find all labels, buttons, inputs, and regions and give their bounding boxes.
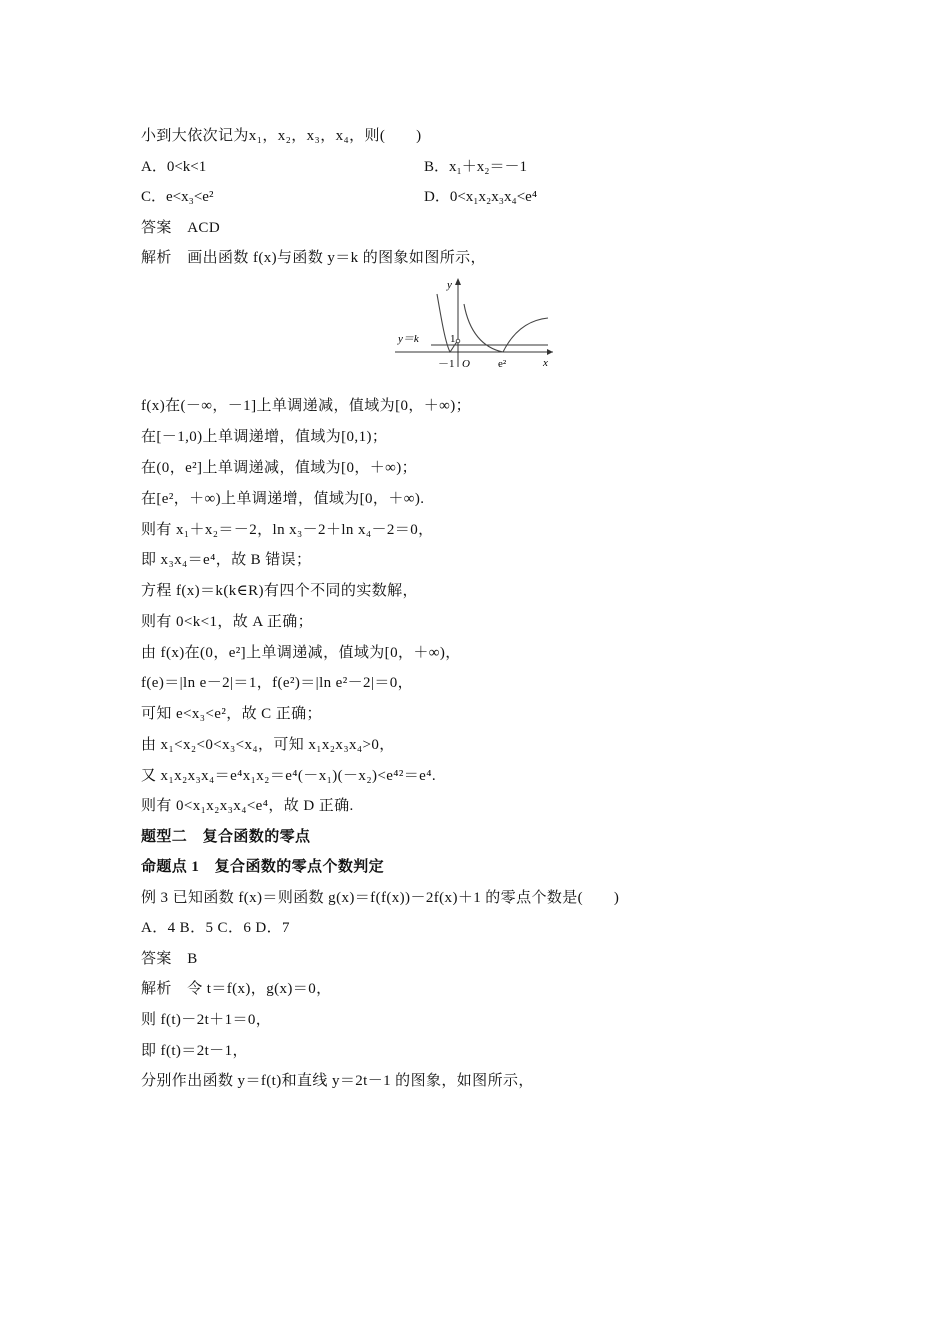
example-answer: 答案 B xyxy=(141,951,198,967)
analysis-line: 则有 0<x₁x₂x₃x₄<e⁴，故 D 正确. xyxy=(141,798,354,814)
analysis-line: 可知 e<x₃<e²，故 C 正确； xyxy=(141,706,322,722)
one-label: 1 xyxy=(450,333,456,345)
option-a: A．0<k<1 xyxy=(141,159,207,175)
open-point xyxy=(456,339,460,343)
curve-increasing xyxy=(503,318,548,352)
analysis-line: f(x)在(－∞，－1]上单调递减，值域为[0，＋∞)； xyxy=(141,398,472,414)
x-axis-label: x xyxy=(543,357,548,369)
example-question: 例 3 已知函数 f(x)＝则函数 g(x)＝f(f(x))－2f(x)＋1 的零点个数是( ) xyxy=(141,890,620,906)
e-squared-label: e² xyxy=(498,358,507,370)
example-analysis-line: 分别作出函数 y＝f(t)和直线 y＝2t－1 的图象，如图所示， xyxy=(141,1073,534,1089)
section-subtitle: 命题点 1 复合函数的零点个数判定 xyxy=(141,859,385,875)
example-options: A．4 B．5 C．6 D．7 xyxy=(141,920,290,936)
option-c: C．e<x₃<e² xyxy=(141,189,214,205)
section-title: 题型二 复合函数的零点 xyxy=(141,829,311,845)
x-axis-arrow-icon xyxy=(547,349,553,355)
origin-label: O xyxy=(462,358,470,370)
answer-line: 答案 ACD xyxy=(141,220,221,236)
analysis-line: 由 f(x)在(0，e²]上单调递减，值域为[0，＋∞)， xyxy=(141,645,461,661)
example-analysis-line: 解析 令 t＝f(x)，g(x)＝0， xyxy=(141,981,332,997)
option-d: D．0<x₁x₂x₃x₄<e⁴ xyxy=(424,189,538,205)
line-label: y＝k xyxy=(398,333,419,345)
analysis-line: 在(0，e²]上单调递减，值域为[0，＋∞)； xyxy=(141,460,418,476)
analysis-line: 由 x₁<x₂<0<x₃<x₄，可知 x₁x₂x₃x₄>0， xyxy=(141,737,395,753)
intro-line: 小到大依次记为x₁，x₂，x₃，x₄，则( ) xyxy=(141,128,422,144)
analysis-line: 即 x₃x₄＝e⁴，故 B 错误； xyxy=(141,552,312,568)
analysis-line: 则有 x₁＋x₂＝－2，ln x₃－2＋ln x₄－2＝0， xyxy=(141,522,434,538)
function-graph-figure xyxy=(393,272,561,372)
example-analysis-line: 则 f(t)－2t＋1＝0， xyxy=(141,1012,272,1028)
analysis-intro: 解析 画出函数 f(x)与函数 y＝k 的图象如图所示， xyxy=(141,250,486,266)
analysis-line: 方程 f(x)＝k(k∈R)有四个不同的实数解， xyxy=(141,583,418,599)
analysis-line: 则有 0<k<1，故 A 正确； xyxy=(141,614,314,630)
example-analysis-line: 即 f(t)＝2t－1， xyxy=(141,1043,248,1059)
neg-one-label: －1 xyxy=(438,358,455,370)
analysis-line: f(e)＝|ln e－2|＝1，f(e²)＝|ln e²－2|＝0， xyxy=(141,675,414,691)
y-axis-label: y xyxy=(447,279,452,291)
analysis-line: 在[－1,0)上单调递增，值域为[0,1)； xyxy=(141,429,388,445)
analysis-line: 又 x₁x₂x₃x₄＝e⁴x₁x₂＝e⁴(－x₁)(－x₂)<e⁴²＝e⁴. xyxy=(141,768,437,784)
option-b: B．x₁＋x₂＝－1 xyxy=(424,159,527,175)
y-axis-arrow-icon xyxy=(455,278,461,285)
analysis-line: 在[e²，＋∞)上单调递增，值域为[0，＋∞). xyxy=(141,491,425,507)
